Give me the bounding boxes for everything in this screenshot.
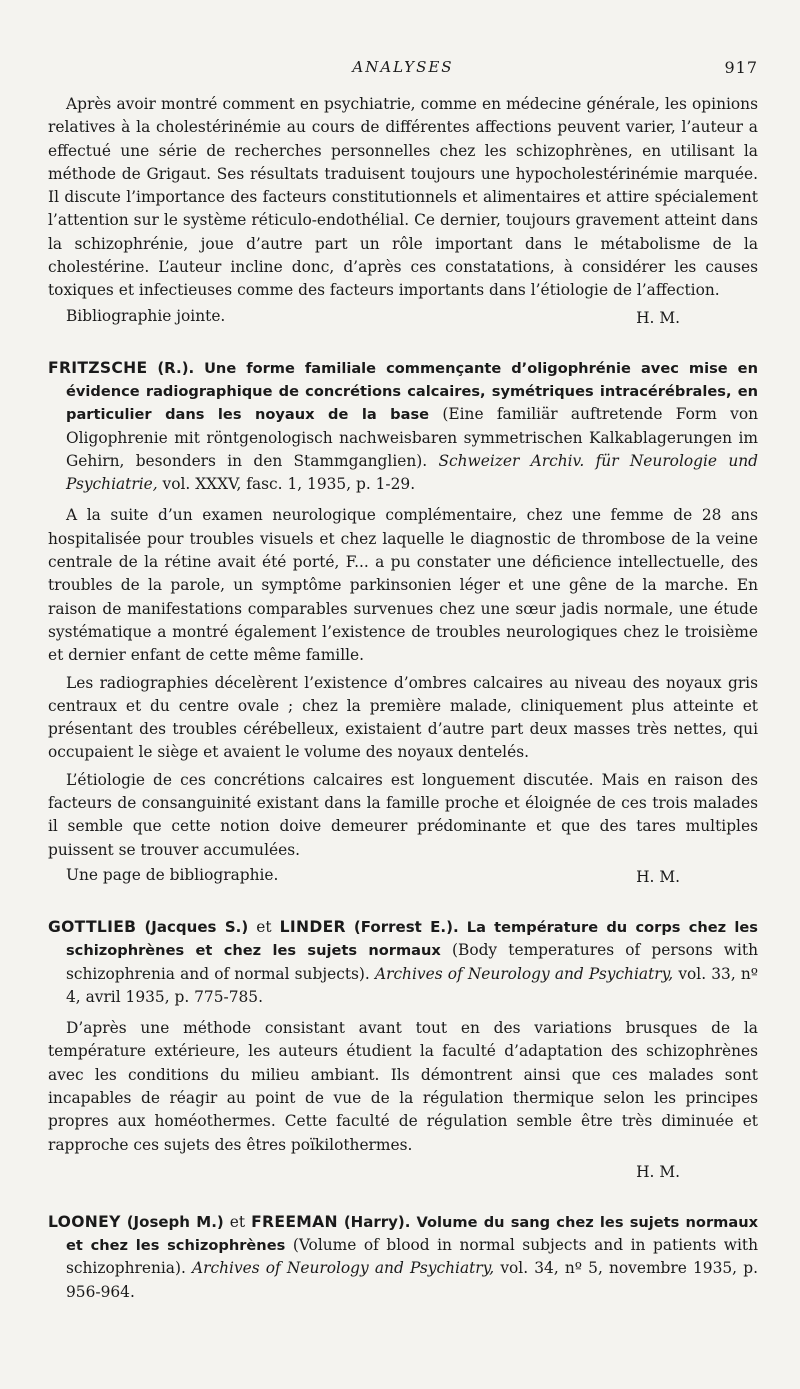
entry-journal: Schweizer Archiv. für Neurologie und Psychiatrie, (66, 451, 758, 494)
entry-signature: H. M. (636, 1162, 680, 1181)
entry-author: GOTTLIEB (48, 917, 137, 936)
entry-original-title: (Eine familiär auftretende Form von Oligophrenie mit röntgenologisch nachweisbaren symmetrischen Kalkablagerungen im Gehirn, besonders in den Stammganglien). (66, 405, 758, 470)
entry-citation: vol. 33, nº 4, avril 1935, p. 775-785. (66, 964, 758, 1006)
entry-footer (48, 864, 758, 888)
entry-paragraph: A la suite d’un examen neurologique complémentaire, chez une femme de 28 ans hospitalisée pour troubles visuels et chez laquelle le diagnostic de thrombose de la veine centrale de la rétine avait été porté, F... a pu constater une déficience intellectuelle, des troubles de la parole, un symptôme parkinsonien léger et une gêne de la marche. En raison de manifestations comparables survenues chez une sœur jadis normale, une étude systématique a montré également l’existence de troubles neurologiques chez le troisième et dernier enfant de cette même famille. (48, 506, 758, 665)
entry-paragraph: D’après une méthode consistant avant tout en des variations brusques de la température extérieure, les auteurs étudient la faculté d’adaptation des schizophrènes avec les conditions du milieu ambiant. Ils démontrent ainsi que ces malades sont incapables de réagir au point de vue de la régulation thermique selon les principes propres aux homéothermes. Cette faculté de régulation semble être très diminuée et rapproche ces sujets des êtres poïkilothermes. (48, 1019, 758, 1154)
entry-reference-fritzsche (48, 357, 758, 497)
entry-original-title: (Body temperatures of persons with schizophrenia and of normal subjects). (66, 941, 759, 983)
entry-author-initials: (Joseph M.) (126, 1212, 224, 1231)
entry-title: Une forme familiale commençante d’oligophrénie avec mise en évidence radiographique de concrétions calcaires, symétriques intracérébrales, en particulier dans les noyaux de la base (66, 359, 758, 424)
intro-paragraph: Après avoir montré comment en psychiatrie, comme en médecine générale, les opinions relatives à la cholestérinémie au cours de différentes affections peuvent varier, l’auteur a effectué une série de recherches personnelles chez les schizophrènes, en utilisant la méthode de Grigaut. Ses résultats traduisent toujours une hypocholestérinémie marquée. Il discute l’importance des facteurs constitutionnels et alimentaires et attire spécialement l’attention sur le système réticulo-endothélial. Ce dernier, toujours gravement atteint dans la schizophrénie, joue d’autre part un rôle important dans le métabolisme de la cholestérine. L’auteur incline donc, d’après ces constatations, à considérer les causes toxiques et infectieuses comme des facteurs importants dans l’étiologie de l’affection. (48, 95, 758, 300)
entry-author-connector: et (256, 917, 272, 936)
entry-paragraph: L’étiologie de ces concrétions calcaires est longuement discutée. Mais en raison des facteurs de consanguinité existant dans la famille proche et éloignée de ces trois malades il semble que cette notion doive demeurer prédominante et que des tares multiples puissent se trouver accumulées. (48, 770, 758, 859)
entry-original-title: (Volume of blood in normal subjects and in patients with schizophrenia). (66, 1236, 758, 1278)
page-number: 917 (724, 58, 758, 77)
intro-footer (48, 305, 758, 329)
entry-author-connector: et (229, 1212, 246, 1231)
entry-bibliography: Une page de bibliographie. (66, 865, 279, 884)
entry-reference-gottlieb (48, 916, 758, 1009)
page-content (48, 93, 758, 1304)
intro-bibliography: Bibliographie jointe. (66, 306, 226, 325)
entry-author: LOONEY (48, 1212, 121, 1231)
running-title: ANALYSES (352, 58, 454, 76)
intro-signature: H. M. (636, 308, 680, 327)
entry-author-initials: (R.). (157, 358, 195, 377)
entry-citation: vol. 34, nº 5, novembre 1935, p. 956-964. (66, 1259, 758, 1301)
entry-journal: Archives of Neurology and Psychiatry, (192, 1259, 495, 1278)
entry-reference-looney (48, 1211, 758, 1304)
entry-author-initials: (Jacques S.) (144, 917, 249, 936)
entry-coauthor-initials: (Harry). (343, 1212, 411, 1231)
page-header (48, 58, 758, 82)
entry-title: Volume du sang chez les sujets normaux et chez les schizophrènes (66, 1213, 759, 1255)
entry-coauthor: FREEMAN (251, 1212, 338, 1231)
entry-title: La température du corps chez les schizophrènes et chez les sujets normaux (66, 918, 758, 960)
entry-coauthor-initials: (Forrest E.). (353, 917, 459, 936)
entry-footer (48, 1159, 758, 1183)
entry-citation: vol. XXXV, fasc. 1, 1935, p. 1-29. (162, 475, 416, 494)
entry-journal: Archives of Neurology and Psychiatry, (374, 964, 674, 983)
entry-coauthor: LINDER (279, 917, 346, 936)
entry-signature: H. M. (636, 867, 680, 886)
entry-author: FRITZSCHE (48, 358, 148, 377)
entry-paragraph: Les radiographies décelèrent l’existence d’ombres calcaires au niveau des noyaux gris centraux et du centre ovale ; chez la première malade, cliniquement plus atteinte et présentant des troubles cérébelleux, existaient d’autre part deux masses très nettes, qui occupaient le siège et avaient le volume des noyaux dentelés. (48, 673, 758, 762)
